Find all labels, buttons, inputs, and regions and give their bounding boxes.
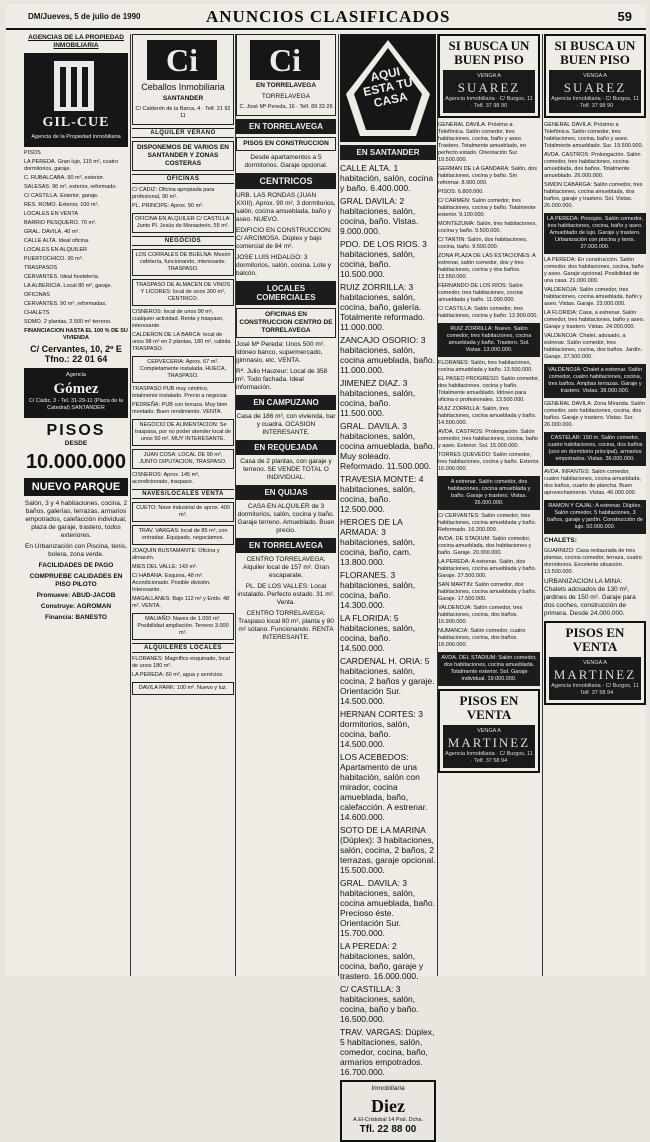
torrelavega-banner-2: EN TORRELAVEGA xyxy=(236,538,336,553)
inmobiliaria-name: Diez xyxy=(371,1096,405,1116)
listing-item: JOAQUIN BUSTAMANTE: Oficina y almacén. xyxy=(132,548,220,561)
parque-location: En Urbanización con Piscina, tenis, bolera, zona verde. xyxy=(25,543,127,558)
martinez-ad-2 xyxy=(544,621,646,705)
parque-description: Salón, 3 y 4 habitaciones, cocina, 2 baños, galerías, terrazas, armarios empotrados, calefacción individual, plaza de garaje, trastero, todos exteriores. xyxy=(24,500,128,539)
martinez-sub-2: Agencia Inmobiliaria · C/ Burgos, 11 · Telf. 37 58 94 xyxy=(551,683,639,696)
castelar-box: CASTELAR: 150 m. Salón comedor, cuatro habitaciones, cocina, dos baños (uno en dormitorio principal), armarios empotrados. Vistas. 36.000.000. xyxy=(544,432,646,466)
pisos-construccion: PISOS EN CONSTRUCCION xyxy=(236,137,336,151)
martinez-venga: VENGA A xyxy=(477,728,501,734)
listing-item: C/ HABANA: Esquina, 48 m². Acondicionado. Posible división. Interesante. xyxy=(132,573,211,593)
pisos-desde: DESDE xyxy=(64,440,88,447)
suarez-sub-2: Agencia Inmobiliaria · C/ Burgos, 11 · Telf. 37 98 90 xyxy=(551,96,639,109)
listing-item: CARDENAL H. ORIA: 5 habitaciones, salón, cocina, 2 baños y garaje. Orientación Sur. 14.500.000. xyxy=(340,656,435,706)
quijas-text: CASA EN ALQUILER de 3 dormitorios, salón, cocina y baño. Garaje terreno. Amueblado. Buen precio. xyxy=(237,503,335,534)
listing-item: BARRIO PESQUERO. 70 m². xyxy=(24,220,97,226)
header-date: DM/Jueves, 5 de julio de 1990 xyxy=(28,12,141,21)
listing-item: TRAVESIA MONTE: 4 habitaciones, salón, cocina, baño. 12.500.000. xyxy=(340,474,424,514)
gomez-name: Gómez xyxy=(53,381,99,397)
column-torrelavega xyxy=(236,34,336,976)
martinez-ad-panel xyxy=(443,725,535,768)
alquileres-list xyxy=(132,656,234,679)
suarez2-list-4 xyxy=(544,469,646,497)
listing-item: C/ CASTILLA: Salón comedor, tres habitaciones, cocina y baño. 12.900.000. xyxy=(438,306,538,319)
piso-piloto: COMPRUEBE CALIDADES EN PISO PILOTO xyxy=(29,573,123,588)
listing-item: C/ CASTILLA. Exterior, garaje. xyxy=(24,193,99,199)
column-gilcue xyxy=(24,34,128,976)
listing-item: HERNAN CORTES: 3 dormitorios, salón, cocina, baño. 14.500.000. xyxy=(340,709,423,749)
listing-item: GENERAL DAVILA: Próximo a Telefónica. Salón comedor, tres habitaciones, cocina, baño y aseo. Trastero. Totalmente amueblado, en perfecto estado. Orientación Sur. 19.500.000. xyxy=(438,122,527,163)
listing-item: TRAV. VARGAS: Dúplex, 5 habitaciones, salón, comedor, cocina, baño, armarios empotrados. 16.700.000. xyxy=(340,1027,435,1077)
page-header xyxy=(6,4,646,30)
listing-item: LA PEREDA: A estrenar. Salón, dos habitaciones, cocina amueblada y baño. Garaje. 27.500.000. xyxy=(438,559,537,579)
martinez-venga-2: VENGA A xyxy=(583,660,607,666)
listing-item: RES. ROMO. Exterior, 100 m². xyxy=(24,202,99,208)
inmobiliaria-label: Inmobiliaria xyxy=(371,1085,405,1092)
suarez-sub: Agencia Inmobiliaria · C/ Burgos, 11 · Telf. 37 98 90 xyxy=(445,96,533,109)
listing-item: MIES DEL VALLE: 143 m². xyxy=(132,564,198,570)
listing-item: VALDENOJA: Chalet, adosado, a estrenar. Salón comedor, tres habitaciones, cocina, dos baños. Jardín. Garaje. 27.500.000. xyxy=(544,333,643,360)
centricos-banner: CENTRICOS xyxy=(236,173,336,189)
ceballos-city: SANTANDER xyxy=(162,95,204,102)
negocio-box: NEGOCIO DE ALIMENTACION: Se traspasa, por no poder atender local de unos 50 m². MUY INTERESANTE. xyxy=(132,419,234,446)
listing-item: FLORANES: Magnífico esquinado, local de unos 180 m². xyxy=(132,656,230,669)
traspaso-pub: TRASPASO PUB muy céntrico, totalmente instalado. Precio a negociar. xyxy=(132,386,229,399)
maliano-box: MALIAÑO: Naves de 1.000 m². Posibilidad ampliación. Terreno 3.000 m². xyxy=(132,613,234,640)
listing-item: SOMO. 2 plantas, 2.500 m² terreno. xyxy=(24,319,112,325)
svg-text:Ci: Ci xyxy=(269,42,301,78)
listing-item: TORRES QUEVEDO: Salón comedor, tres habitaciones, cocina y baño. Exterior. 16.000.000. xyxy=(438,452,540,472)
cueto-box: CUETO: Nave industrial de aprox. 400 m². xyxy=(132,502,234,522)
centro-torre: CENTRO TORRELAVEGA: Alquiler local de 157 m². Gran escaparate. xyxy=(243,556,329,579)
martinez-ad-title-2: PISOS EN VENTA xyxy=(565,625,625,654)
requejada-text: Casa de 2 plantas, con garaje y terreno. SE VENDE TOTAL O INDIVIDUAL. xyxy=(240,458,332,481)
listing-item: FLORANES: Salón, tres habitaciones, cocina amueblada y baño. 13.500.000. xyxy=(438,360,533,373)
campuzano-banner: EN CAMPUZANO xyxy=(236,395,336,410)
promotora: Promueve: ABUD-JACOB xyxy=(36,592,116,599)
martinez-ad-title: PISOS EN VENTA xyxy=(459,693,519,722)
listing-item: MONTEZUMA: Salón, tres habitaciones, cocina y baño. 9.500.000. xyxy=(438,221,537,234)
section-naves: NAVES/LOCALES VENTA xyxy=(132,489,234,499)
listing-item: PDO. DE LOS RIOS. 3 habitaciones, salón, cocina, baño. 10.500.000. xyxy=(340,239,427,279)
listing-item: OFICINAS xyxy=(24,292,50,298)
listing-item: RUIZ ZORRILLA: Salón, tres habitaciones, cocina amueblada y baño. 14.500.000. xyxy=(438,406,537,426)
column-aqui-esta xyxy=(340,34,436,1135)
column-suarez-right xyxy=(544,34,646,976)
suarez-ad-panel-2 xyxy=(549,70,641,113)
building-icon xyxy=(26,57,122,115)
chalets-list xyxy=(544,548,646,576)
suarez2-list-3 xyxy=(544,401,646,429)
campuzano-text: Casa de 186 m², con vivienda, bar y cuadra. OCASION INTERESANTE. xyxy=(236,413,336,436)
listing-item: LOCALES EN ALQUILER xyxy=(24,247,87,253)
gilcue-tagline: Agencia de la Propiedad inmobiliaria xyxy=(31,134,121,140)
listing-item: RUIZ ZORRILLA: 3 habitaciones, salón, cocina, baño, galería. Totalmente reformado. 11.000.000. xyxy=(340,282,426,332)
ceballos-logo-icon xyxy=(237,38,333,82)
listing-item: SIMON CABARGA: Salón comedor, tres habitaciones, cocina amueblada, dos baños, garaje y trastero. Sol. Vistas. 26.000.000. xyxy=(544,182,643,209)
centro-torre-2: CENTRO TORRELAVEGA: Traspaso local 80 m², planta y 80 m² sótano. Funcionando. RENTA INTERESANTE. xyxy=(238,610,334,641)
suarez2-list-2 xyxy=(544,257,646,361)
listing-item: EDIFICIO EN CONSTRUCCION: C/ ARCIMOSA. Dúplex y bajo comercial de 84 m². xyxy=(236,227,332,250)
listing-item: CHALETS xyxy=(24,310,50,316)
listing-item: GRAL DAVILA: 2 habitaciones, salón, cocina, baño. Vistas. 9.000.000. xyxy=(340,196,419,236)
listing-item: CALDERON DE LA BARCA: local de unos 98 m² en 2 plantas, 180 m², cabida TRASPASO. xyxy=(132,332,231,352)
cerveceria-box: CERVECERIA: Aprox. 67 m². Completamente instalada. HUECA, TRASPASO. xyxy=(132,356,234,383)
listing-item: GRAL. DAVILA: 3 habitaciones, salón, cocina amueblada, baño. Precioso éste. Orientación Sur. 15.700.000. xyxy=(340,878,435,938)
stadium-box: AVDA. DEL STADIUM: Salón comedor, dos habitaciones, cocina amueblada. Totalmente exterior. Sol. Garaje individual. 19.000.000. xyxy=(438,652,540,686)
section-alquiler-verano: ALQUILER VERANO xyxy=(132,128,234,138)
listing-item: ZONA PLAZA DE LAS ESTACIONES: A estrenar, salón comedor, dos y tres habitaciones, cocina y dos baños. 13.550.000. xyxy=(438,253,536,280)
requejada-banner: EN REQUEJADA xyxy=(236,440,336,455)
listing-item: ZANCAJO OSORIO: 3 habitaciones, salón, cocina amueblada, baño. 11.000.000. xyxy=(340,335,435,375)
listing-item: PISOS: 6.800.000. xyxy=(438,189,484,195)
suarez-ad-title: SI BUSCA UN BUEN PISO xyxy=(448,38,530,67)
chalets-heading: CHALETS: xyxy=(544,537,577,544)
listing-item: GERMAN DE LA GANDARA: Salón, dos habitaciones, cocina y baño. Sin reformar. 8.900.000. xyxy=(438,166,538,186)
martinez-name-2: MARTINEZ xyxy=(553,667,637,682)
suarez-name: SUAREZ xyxy=(457,80,521,95)
listing-item: GENERAL DAVILA: Zona Miranda. Salón comedor, seis habitaciones, cocina, dos baños. Garaje y trastero. Vistas. Sur. 26.000.000. xyxy=(544,401,645,428)
section-alquileres-locales: ALQUILERES LOCALES xyxy=(132,643,234,653)
listing-item: GRAL. DAVILA. 3 habitaciones, salón, cocina amueblada, baño. Muy soleado. Reformado. 11.500.000. xyxy=(340,421,435,471)
newspaper-page xyxy=(6,4,646,1135)
constructora: Construye: AGROMAN xyxy=(40,603,112,610)
inmobiliaria-phone: Tfl. 22 88 00 xyxy=(359,1124,417,1135)
suarez-venga-2: VENGA A xyxy=(583,73,607,79)
davila-park-box: DAVILA PARK: 100 m². Nuevo y luz. xyxy=(132,682,234,695)
listing-item: AVDA. CASTROS: Prolongación. Salón comedor, tres habitaciones, cocina, baño y aseo. Exterior. Sol. 15.000.000. xyxy=(438,429,538,449)
ceballos-logo-icon xyxy=(133,38,231,82)
quijas-banner: EN QUIJAS xyxy=(236,485,336,500)
listing-item: José Mª Pereda: Unos 500 m². Idóneo banco, supermercado, gimnasio, etc. VENTA. xyxy=(236,341,325,364)
listing-item: LA PEREDA: 60 m², agua y servicios. xyxy=(132,672,224,678)
listing-item: SALESAS. 96 m², exterior, reformado. xyxy=(24,184,117,190)
pisos-construccion-text: Desde apartamentos a 5 dormitorios. Garaje opcional. xyxy=(244,154,328,169)
section-oficinas: OFICINAS xyxy=(132,174,234,184)
listing-item: LOS ACEBEDOS: Apartamento de una habitación, salón con mirador, cocina amueblada, baño, calefacción. A estrenar. 14.600.000. xyxy=(340,752,428,822)
ceballos-name: Ceballos Inmobiliaria xyxy=(141,82,225,92)
header-title: ANUNCIOS CLASIFICADOS xyxy=(206,7,451,26)
column-rule xyxy=(130,34,131,976)
suarez-name-2: SUAREZ xyxy=(563,80,627,95)
pedrena: PEDREÑA: PUB con terraza. Muy bien montado. Buen rendimiento. VENTA. xyxy=(132,402,228,415)
listing-item: VALDENOJA: Salón comedor, tres habitaciones, cocina amueblada, baño y aseo. Vistas. Garaje. 23.000.000. xyxy=(544,287,643,307)
santander-list xyxy=(340,163,436,1077)
listing-item: JOSE LUIS HIDALGO: 3 dormitorios, salón, cocina. Lote y balcón. xyxy=(236,254,332,277)
listing-item: LA PEREDA: En construcción. Salón comedor, dos habitaciones, cocina, baño y aseo. Garaje opcional. Posibilidad de una casa. 21.000.000. xyxy=(544,257,644,284)
locales-comerciales-banner: LOCALES COMERCIALES xyxy=(236,281,336,305)
listing-item: AVDA. DE STADIUM: Salón comedor, cocina amueblada, dos habitaciones y baño. Garaje. 20.000.000. xyxy=(438,536,532,556)
listing-item: VALDENOJA: Salón comedor, tres habitaciones, cocina, dos baños. 16.900.000. xyxy=(438,605,523,625)
listing-item: SOTO DE LA MARINA (Dúplex): 3 habitaciones, salón, cocina, 2 baños, 2 terrazas, garaje opcional. 15.500.000. xyxy=(340,825,436,875)
urb-mina: URBANIZACION LA MINA: Chalets adosados de 130 m², jardines de 150 m². Garaje para dos coches, construcción de primera. Desde 24.000.000. xyxy=(544,578,636,617)
column-ceballos xyxy=(132,34,234,976)
trav-vargas-box: TRAV. VARGAS: local de 85 m², con entradas. Equipado, negociamos. xyxy=(132,525,234,545)
ramon-cajal-box: RAMON Y CAJAL: A estrenar. Dúplex. Salón comedor, 5 habitaciones, 3 baños, garaje y jardín. Construcción de lujo. 50.000.000. xyxy=(544,500,646,534)
suarez-venga: VENGA A xyxy=(477,73,501,79)
suarez-list-1 xyxy=(438,122,540,320)
listing-item: SAN MARTIN: Salón comedor, dos habitaciones, cocina amueblada y baño. Garaje. 17.500.000. xyxy=(438,582,537,602)
torrelavega-list xyxy=(236,192,336,278)
ceballos-torre-ad xyxy=(236,34,336,116)
gomez-ad xyxy=(24,368,128,418)
agency-heading: AGENCIAS DE LA PROPIEDAD INMOBILIARIA xyxy=(28,34,124,49)
financia: Financia: BANESTO xyxy=(44,614,107,621)
column-rule xyxy=(338,34,339,976)
torre-city: TORRELAVEGA xyxy=(261,93,311,100)
suarez-list-3 xyxy=(438,513,540,649)
martinez-ad xyxy=(438,689,540,773)
listing-item: CERVANTES. 90 m², reformadas. xyxy=(24,301,107,307)
aqui-esta-ad xyxy=(340,34,436,142)
suarez-list-2 xyxy=(438,360,540,473)
listing-item: FERNANDO DE LOS RIOS: Salón comedor, tres habitaciones, cocina amueblada y baño. 11.000.000. xyxy=(438,283,523,303)
listing-item: TRASPASOS xyxy=(24,265,58,271)
suarez-ad xyxy=(438,34,540,118)
naves-list xyxy=(132,548,234,610)
column-suarez-left xyxy=(438,34,540,976)
ceballos-address: C/ Calderón de la Barca, 4 · Telf. 21 92 11 xyxy=(135,106,231,119)
listing-item: EL PASEO PROGRESO: Salón comedor, dos habitaciones, cocina y baño. Totalmente amueblado. Idóneo para oficina o profesionales. 13.500.000. xyxy=(438,376,540,403)
pisos-ad xyxy=(24,422,128,622)
listing-item: PISOS xyxy=(24,150,41,156)
listing-item: C/ CADIZ: Oficina apropiada para profesional, 90 m². xyxy=(132,187,215,200)
torre-address: C. José Mª Pereda, 16 · Telf. 89 33 28 xyxy=(239,104,333,110)
listing-item: LOCALES EN VENTA xyxy=(24,211,78,217)
listing-item: LA PEREDA. Gran lujo, 115 m², cuatro dormitorios, garaje. xyxy=(24,159,119,172)
martinez-name: MARTINEZ xyxy=(447,735,531,750)
gilcue-phone: C/ Cervantes, 10, 2º E Tfno.: 22 01 64 xyxy=(30,344,122,364)
suarez-ad-panel xyxy=(443,70,535,113)
alquiler-verano-box: DISPONEMOS DE VARIOS EN SANTANDER Y ZONAS COSTERAS xyxy=(132,141,234,171)
column-rule xyxy=(542,34,543,976)
inmobiliaria-address: A.El-Cristobal 14 Pral. Dcha. xyxy=(353,1117,423,1123)
listing-item: LA PEREDA: 2 habitaciones, salón, cocina, baño, garaje y trastero. 16.000.000. xyxy=(340,941,424,981)
listing-item: URB. LAS RONDAS (JUAN XXIII). Aprox. 90 m², 3 dormitorios, salón, cocina amueblada, baño y aseo. NUEVO. xyxy=(236,192,336,223)
listing-item: LA FLORIDA: Casa, a estrenar. Salón comedor, tres habitaciones, baño y aseo. Garaje y trastero. Vistas. 24.000.000. xyxy=(544,310,645,330)
listing-item: Rª. Julio Hauzeur: Local de 358 m². Todo fachada. Ideal información. xyxy=(236,368,328,391)
gomez-sub: Agencia xyxy=(66,372,86,378)
listing-item: HEROES DE LA ARMADA: 3 habitaciones, salón, cocina, baño, cam. 13.800.000. xyxy=(340,517,416,567)
pisos-title: PISOS xyxy=(46,422,106,439)
valdenoja-box: VALDENOJA: Chalet a estrenar. Salón comedor, cuatro habitaciones, cocina, tres baños. Amplias terrazas. Garaje y trastero. Vistas. 38.000.000. xyxy=(544,364,646,398)
listing-item: PUERTOCHICO. 90 m². xyxy=(24,256,84,262)
listing-item: CERVANTES. Ideal hostelería. xyxy=(24,274,100,280)
cisneros-2: CISNEROS: Aprox. 145 m², acondicionado, traspaso. xyxy=(132,472,200,485)
oficinas-list xyxy=(132,187,234,210)
ceballos-ad xyxy=(132,34,234,125)
listing-item: C/ CASTILLA: 3 habitaciones, salón, cocina, baño y baño. 16.500.000. xyxy=(340,984,419,1024)
pereda-box: LA PEREDA: Principio. Salón comedor, tres habitaciones, cocina, baño y aseo. Amueblado de lujo. Garaje y trastero. Urbanización con piscina y tenis. 27.000.000. xyxy=(544,213,646,254)
locales-list xyxy=(236,341,336,392)
martinez-ad-panel-2 xyxy=(549,657,641,700)
svg-text:Ci: Ci xyxy=(166,42,198,78)
estrenar-box: A estrenar. Salón comedor, dos habitaciones, cocina amueblada y baño. Garaje y trastero. Vistas. 26.000.000. xyxy=(438,476,540,510)
section-negocios: NEGOCIOS xyxy=(132,236,234,246)
facilidades: FACILIDADES DE PAGO xyxy=(38,562,114,569)
suarez2-list-1 xyxy=(544,122,646,210)
listing-item: NUMANCIA: Salón comedor, cuatro habitaciones, cocina, dos baños. 18.000.000. xyxy=(438,628,526,648)
listing-item: GRAL. DAVILA. 40 m². xyxy=(24,229,80,235)
suarez-ad-2 xyxy=(544,34,646,118)
martinez-sub: Agencia Inmobiliaria · C/ Burgos, 11 · Telf. 37 58 94 xyxy=(445,751,533,764)
listing-item: CALLE ALTA. 1 habitación, salón, cocina y baño. 6.400.000. xyxy=(340,163,434,193)
listing-item: C. RUBALCABA. 90 m², exterior. xyxy=(24,175,105,181)
listing-item: C/ TANTIN: Salón, dos habitaciones, cocina, baño. 9.500.000. xyxy=(438,237,528,250)
listing-item: GENERAL DAVILA: Próximo a Telefónica. Salón comedor, tres habitaciones, cocina, baño y aseo. Totalmente amueblado. Sur. 19.500.000. xyxy=(544,122,644,149)
ruiz-zorrilla-box: RUIZ ZORRILLA: Nuevo. Salón comedor, tres habitaciones, cocina amueblada y baño. Trastero. Sol. Vistas. 13.000.000. xyxy=(438,323,540,357)
listing-item: LA ALBERICIA. Local 80 m², garaje. xyxy=(24,283,113,289)
en-santander-banner: EN SANTANDER xyxy=(340,145,436,160)
listing-item: FLORANES. 3 habitaciones, salón, cocina, baño. 14.300.000. xyxy=(340,570,416,610)
listing-item: CISNEROS: local de unos 90 m², cualquier actividad. Renta y traspaso, interesante. xyxy=(132,309,224,329)
suarez-ad-title-2: SI BUSCA UN BUEN PISO xyxy=(554,38,636,67)
juan-cosa-box: JUAN COSA: LOCAL DE 90 m², JUNTO DIPUTACION, TRASPASO. xyxy=(132,449,234,469)
listing-item: AVDA. CASTROS: Prolongación. Salón comedor, tres habitaciones, cocina amueblada, dos baños. Totalmente amueblado. 26.000.000. xyxy=(544,152,641,179)
page-number: 59 xyxy=(617,9,632,24)
financing-note: FINANCIACION HASTA EL 100 % DE SU VIVIENDA xyxy=(24,328,128,341)
gilcue-name: GIL-CUE xyxy=(42,115,110,130)
negocios-list xyxy=(132,309,234,353)
pisos-price: 10.000.000 xyxy=(25,451,127,473)
en-torrelavega-banner: EN TORRELAVEGA xyxy=(236,119,336,134)
aqui-esta-text: AQUI ESTA TU CASA xyxy=(361,64,414,111)
listing-item: LA FLORIDA: 5 habitaciones, salón, cocina, baño. 14.500.000. xyxy=(340,613,416,653)
listing-item: AVDA. INFANTES: Salón comedor, cuatro habitaciones, cocina amueblada, dos baños, cuarto de plancha. Buen aprovechamiento. Vistas. 46.000.000. xyxy=(544,469,641,496)
oficinas-construccion: OFICINAS EN CONSTRUCCION CENTRO DE TORRELAVEGA xyxy=(236,308,336,338)
pl-valles: PL. DE LOS VALLES: Local instalado. Perfecto estado. 31 m². Venta. xyxy=(237,583,335,606)
listing-item: GUARNIZO: Casa restaurada de tres plantas, cocina comedor, terraza, cuatro dormitorios. Excelente situación. 13.500.000. xyxy=(544,548,642,575)
listing-item: C/ CARMEN: Salón comedor, tres habitaciones, cocina y baño. Totalmente exterior. 9.100.000. xyxy=(438,198,536,218)
listing-item: PL. PRINCIPE: Aprox. 90 m². xyxy=(132,203,204,209)
gomez-address: C/ Cádiz, 3 - Tel. 31-29-11 (Plaza de la Catedral) SANTANDER xyxy=(28,398,124,411)
gilcue-ad xyxy=(24,53,128,147)
listing-item: MAGALLANES: Bajo 112 m² y Entlo. 48 m². VENTA. xyxy=(132,596,230,609)
almacen-box: TRASPASO DE ALMACEN DE VINOS Y LICORES: local de unos 300 m², CENTRICO. xyxy=(132,279,234,306)
inmobiliaria-diez-ad xyxy=(340,1080,436,1142)
listing-item: JIMENEZ DIAZ. 3 habitaciones, salón, cocina, baño. 11.500.000. xyxy=(340,378,416,418)
corrales-box: LOS CORRALES DE BUELNA: Mesón cafetería, funcionando, interesante. TRASPASO. xyxy=(132,249,234,276)
listing-item: CALLE ALTA. Ideal oficina. xyxy=(24,238,90,244)
parque-logo: NUEVO PARQUE xyxy=(24,478,128,496)
gilcue-listings xyxy=(24,150,128,326)
oficina-alquiler-box: OFICINA EN ALQUILER C/ CASTILLA: Junto Pl. Jesús de Monasterio, 55 m². xyxy=(132,213,234,233)
torre-name: EN TORRELAVEGA xyxy=(255,82,317,89)
listing-item: C/ CERVANTES: Salón comedor, tres habitaciones, cocina amueblada y baño. Reformado. 16.200.000. xyxy=(438,513,537,533)
